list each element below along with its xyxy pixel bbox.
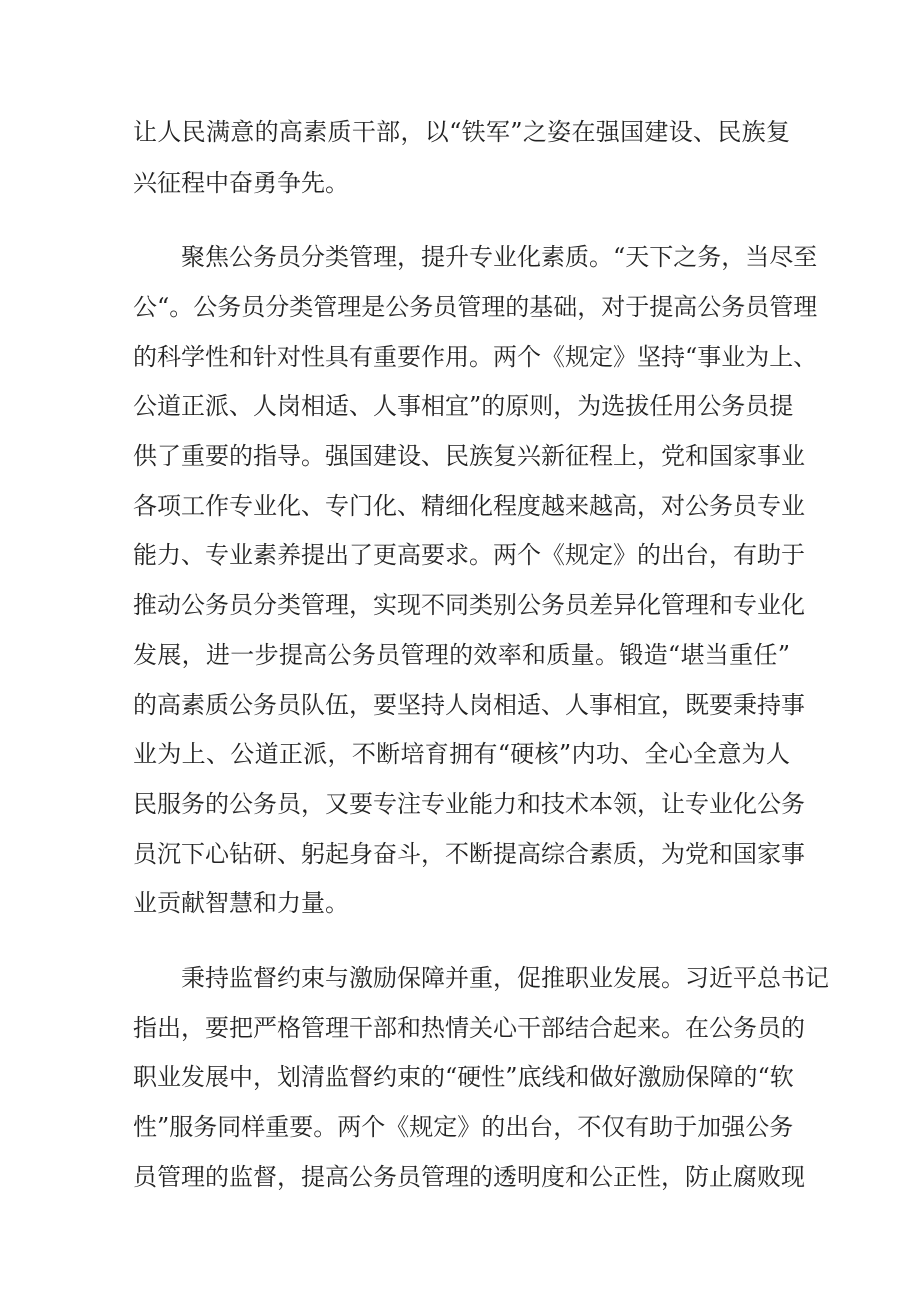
text-line: 性”服务同样重要。两个《规定》的出台，不仅有助于加强公务 xyxy=(133,1113,794,1141)
text-line: 秉持监督约束与激励保障并重，促推职业发展。习近平总书记 xyxy=(181,964,829,992)
text-line: 公道正派、人岗相适、人事相宜”的原则，为选拔任用公务员提 xyxy=(133,392,794,420)
text-line: 兴征程中奋勇争先。 xyxy=(133,169,349,197)
text-line: 职业发展中，划清监督约束的“硬性”底线和做好激励保障的“软 xyxy=(133,1063,794,1091)
text-line: 业贡献智慧和力量。 xyxy=(133,889,349,917)
text-line: 的高素质公务员队伍，要坚持人岗相适、人事相宜，既要秉持事 xyxy=(133,691,805,719)
text-line: 指出，要把严格管理干部和热情关心干部结合起来。在公务员的 xyxy=(133,1014,805,1042)
text-line: 各项工作专业化、专门化、精细化程度越来越高，对公务员专业 xyxy=(133,492,805,520)
text-line: 能力、专业素养提出了更高要求。两个《规定》的出台，有助于 xyxy=(133,541,805,569)
text-line: 发展，进一步提高公务员管理的效率和质量。锻造“堪当重任” xyxy=(133,641,790,669)
text-line: 推动公务员分类管理，实现不同类别公务员差异化管理和专业化 xyxy=(133,591,805,619)
text-line: 公“。公务员分类管理是公务员管理的基础，对于提高公务员管理 xyxy=(133,293,818,321)
text-line: 员管理的监督，提高公务员管理的透明度和公正性，防止腐败现 xyxy=(133,1163,805,1191)
text-line: 的科学性和针对性具有重要作用。两个《规定》坚持“事业为上、 xyxy=(133,343,818,371)
text-line: 业为上、公道正派，不断培育拥有“硬核”内功、全心全意为人 xyxy=(133,740,790,768)
text-line: 民服务的公务员，又要专注专业能力和技术本领，让专业化公务 xyxy=(133,790,805,818)
text-line: 让人民满意的高素质干部，以“铁军”之姿在强国建设、民族复 xyxy=(133,118,790,146)
text-line: 聚焦公务员分类管理，提升专业化素质。“天下之务，当尽至 xyxy=(181,243,818,271)
text-line: 员沉下心钻研、躬起身奋斗，不断提高综合素质，为党和国家事 xyxy=(133,840,805,868)
text-line: 供了重要的指导。强国建设、民族复兴新征程上，党和国家事业 xyxy=(133,442,805,470)
